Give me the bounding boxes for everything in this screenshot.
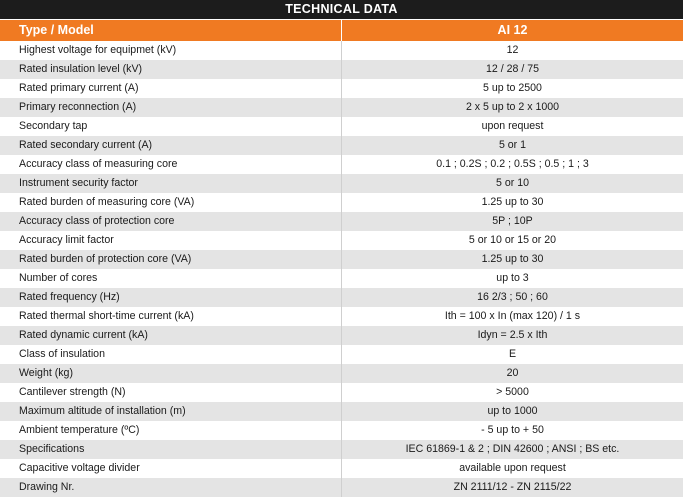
parameter-value: 5P ; 10P [492,215,533,227]
parameter-value: IEC 61869-1 & 2 ; DIN 42600 ; ANSI ; BS etc. [405,443,620,455]
parameter-label: Number of cores [0,269,342,288]
parameter-label: Instrument security factor [0,174,342,193]
parameter-value: 5 or 1 [498,139,527,151]
parameter-label: Accuracy limit factor [0,231,342,250]
parameter-value: E [508,348,517,360]
table-row [0,41,683,60]
parameter-value: 2 x 5 up to 2 x 1000 [465,101,560,113]
parameter-value: Idyn = 2.5 x Ith [477,329,548,341]
table-row [0,402,683,421]
parameter-value: 16 2/3 ; 50 ; 60 [477,291,548,303]
parameter-label: Accuracy class of measuring core [0,155,342,174]
header-model-name: AI 12 [497,23,528,37]
parameter-value: available upon request [459,462,566,474]
table-row [0,269,683,288]
parameter-label: Highest voltage for equipmet (kV) [0,41,342,60]
parameter-label: Rated primary current (A) [0,79,342,98]
table-row [0,155,683,174]
table-row [0,364,683,383]
parameter-value: 12 / 28 / 75 [485,63,539,75]
parameter-label: Primary reconnection (A) [0,98,342,117]
parameter-value: 1.25 up to 30 [481,196,544,208]
parameter-label: Ambient temperature (ºC) [0,421,342,440]
parameter-value: 20 [506,367,519,379]
table-row [0,79,683,98]
parameter-value: up to 3 [496,272,529,284]
parameter-label: Rated thermal short-time current (kA) [0,307,342,326]
parameter-label: Capacitive voltage divider [0,459,342,478]
table-row [0,440,683,459]
parameter-value: upon request [481,120,544,132]
header-type-model: Type / Model [0,20,342,41]
table-row [0,421,683,440]
table-row [0,212,683,231]
table-row [0,288,683,307]
parameter-value: 0.1 ; 0.2S ; 0.2 ; 0.5S ; 0.5 ; 1 ; 3 [436,158,589,170]
parameter-value: 5 or 10 or 15 or 20 [468,234,557,246]
parameter-value: 1.25 up to 30 [481,253,544,265]
parameter-value: - 5 up to + 50 [481,424,544,436]
parameter-label: Secondary tap [0,117,342,136]
parameter-label: Rated secondary current (A) [0,136,342,155]
parameter-label: Rated burden of protection core (VA) [0,250,342,269]
parameter-label: Cantilever strength (N) [0,383,342,402]
parameter-label: Rated dynamic current (kA) [0,326,342,345]
parameter-label: Maximum altitude of installation (m) [0,402,342,421]
parameter-value: 5 or 10 [496,177,529,189]
parameter-label: Rated frequency (Hz) [0,288,342,307]
table-row [0,345,683,364]
table-row [0,250,683,269]
parameter-label: Drawing Nr. [0,478,342,497]
table-title: TECHNICAL DATA [0,0,683,19]
table-row [0,98,683,117]
table-row [0,117,683,136]
parameter-label: Specifications [0,440,342,459]
parameter-label: Rated burden of measuring core (VA) [0,193,342,212]
parameter-label: Weight (kg) [0,364,342,383]
table-row [0,231,683,250]
parameter-value: > 5000 [496,386,529,398]
parameter-label: Rated insulation level (kV) [0,60,342,79]
table-row [0,136,683,155]
table-row [0,478,683,497]
parameter-value: 12 [506,44,519,56]
parameter-value: 5 up to 2500 [483,82,542,94]
table-row [0,326,683,345]
parameter-label: Class of insulation [0,345,342,364]
table-row [0,60,683,79]
table-row [0,193,683,212]
parameter-label: Accuracy class of protection core [0,212,342,231]
table-header-row [0,19,683,41]
table-row [0,383,683,402]
table-body [0,41,683,497]
parameter-value: Ith = 100 x In (max 120) / 1 s [444,310,581,322]
parameter-value: ZN 2111/12 - ZN 2115/22 [453,481,572,493]
parameter-value: up to 1000 [487,405,538,417]
table-row [0,307,683,326]
table-row [0,459,683,478]
table-row [0,174,683,193]
